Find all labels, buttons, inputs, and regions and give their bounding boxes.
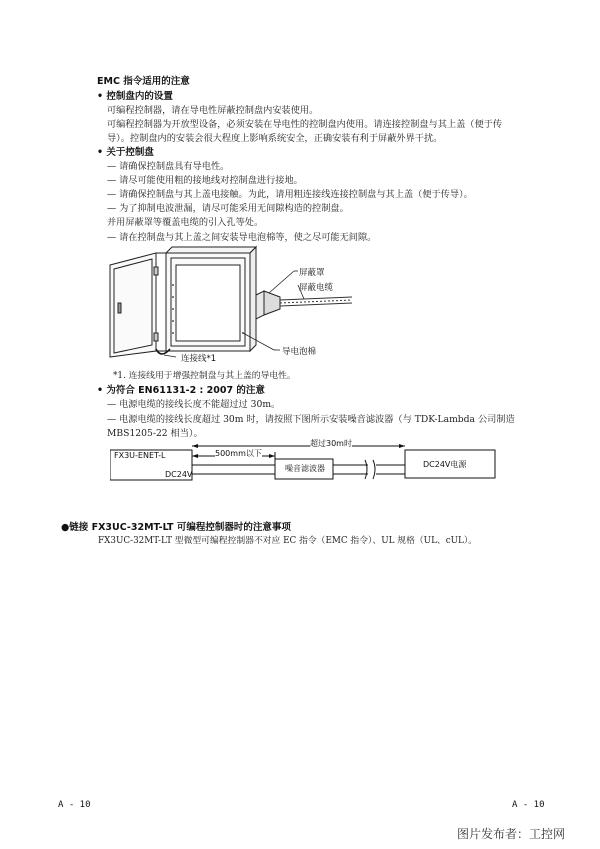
section-heading-panel: • 关于控制盘: [97, 147, 154, 158]
list-item: — 请确保控制盘具有导电性。: [107, 161, 230, 172]
list-item: — 为了抑制电波泄漏，请尽可能采用无间隙构造的控制盘。: [107, 203, 349, 214]
page-title: EMC 指令适用的注意: [97, 76, 190, 87]
figure-footnote: *1. 连接线用于增强控制盘与其上盖的导电性。: [113, 371, 296, 381]
length-500mm-label: 500mm以下: [215, 449, 262, 458]
paragraph-line: FX3UC-32MT-LT 型微型可编程控制器不对应 EC 指令（EMC 指令）、UL 规格（UL、cUL）。: [98, 536, 478, 546]
page-number-left: A - 10: [58, 800, 91, 810]
list-item: — 请在控制盘与其上盖之间安装导电泡棉等，使之尽可能无间隙。: [107, 232, 377, 243]
connection-wire-label: 连接线*1: [181, 354, 217, 364]
watermark: 图片发布者：工控网: [457, 827, 566, 841]
section-heading-fx3uc: ●链接 FX3UC-32MT-LT 可编程控制器时的注意事项: [61, 522, 291, 533]
section-heading-en61131: • 为符合 EN61131-2 : 2007 的注意: [97, 385, 265, 396]
control-panel-figure: [104, 245, 354, 370]
noise-filter-label: 噪音滤波器: [285, 464, 325, 473]
power-supply-label: DC24V电源: [423, 460, 467, 469]
paragraph-line: 可编程控制器，请在导电性屏蔽控制盘内安装使用。: [107, 105, 319, 116]
section-heading-install: • 控制盘内的设置: [97, 91, 173, 102]
list-item: — 请确保控制盘与其上盖电接触。为此，请用粗连接线连接控制盘与其上盖（便于传导）。: [107, 189, 473, 200]
list-item: 并用屏蔽罩等覆盖电缆的引入孔等处。: [107, 217, 264, 228]
page-number-right: A - 10: [512, 800, 545, 810]
length-30m-label: 超过30m时: [310, 439, 352, 448]
shield-cable-label: 屏蔽电缆: [299, 283, 334, 293]
paragraph-line: 可编程控制器为开放型设备，必须安装在导电性的控制盘内使用。请连接控制盘与其上盖（便于传: [107, 119, 503, 130]
list-item: — 电源电缆的接线长度不能超过过 30m。: [107, 399, 281, 410]
conductive-foam-label: 导电泡棉: [282, 347, 317, 357]
list-item: — 请尽可能使用粗的接地线对控制盘进行接地。: [107, 175, 303, 186]
list-item: MBS1205-22 相当）。: [107, 428, 203, 439]
device-label: FX3U-ENET-L: [114, 451, 166, 460]
shield-cover-label: 屏蔽罩: [299, 268, 325, 278]
dc24v-label: DC24V: [165, 470, 193, 479]
paragraph-line: 导）。控制盘内的安装会很大程度上影响系统安全，正确安装有利于屏蔽外界干扰。: [107, 133, 443, 144]
list-item: — 电源电缆的接线长度超过 30m 时，请按照下图所示安装噪音滤波器（与 TDK-Lambda 公司制造: [107, 414, 515, 425]
